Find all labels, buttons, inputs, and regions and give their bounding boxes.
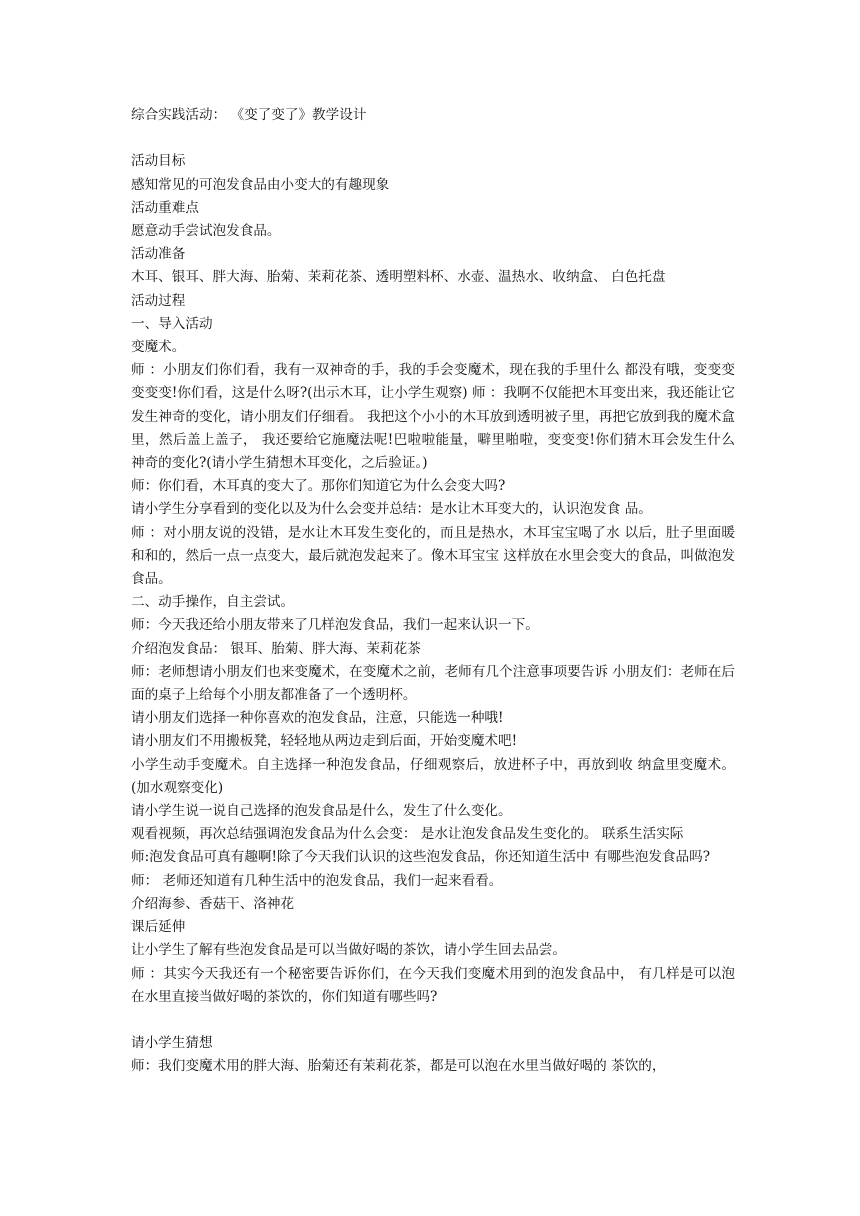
paragraph-share-summary: 请小学生分享看到的变化以及为什么会变并总结：是水让木耳变大的，认识泡发食 品。 (131, 501, 652, 518)
heading-goal: 活动目标 (131, 153, 186, 170)
paragraph-teacher-magic: 师 ：小朋友们你们看，我有一双神奇的手，我的手会变魔术，现在我的手里什么 都没有哦，变变变变变变!你们看，这是什么呀?(出示木耳，让小学生观察) 师 ：我啊不仅能把木耳变出来，我还能让它发生神奇的变化，请小朋友们仔细看。 我把这个小小的木耳放到透明被子里，再把它放到我的魔术盒里，然后盖上盖子， 我还要给它施魔法呢!巴啦啦能量，噼里啪啦，变变变!你们猜木耳会发生什么 神奇的变化?(请小学生猜想木耳变化，之后验证。) (131, 362, 735, 472)
section-2-heading: 二、动手操作，自主尝试。 (131, 594, 295, 611)
blank-line (131, 1009, 735, 1032)
paragraph-water-explanation: 师 ：对小朋友说的没错，是水让木耳发生变化的，而且是热水，木耳宝宝喝了水 以后，肚子里面暖和和的，然后一点一点变大，最后就泡发起来了。像木耳宝宝 这样放在水里会变大的食品，叫做泡发食品。 (131, 524, 735, 588)
section-1-intro: 变魔术。 (131, 339, 186, 356)
paragraph-teacher-knows: 师： 老师还知道有几种生活中的泡发食品，我们一起来看看。 (131, 872, 503, 889)
paragraph-food-list: 介绍泡发食品： 银耳、胎菊、胖大海、茉莉花茶 (131, 640, 421, 657)
goal-text: 感知常见的可泡发食品由小变大的有趣现象 (131, 176, 390, 193)
paragraph-describe-change: 请小学生说一说自己选择的泡发食品是什么，发生了什么变化。 (131, 803, 512, 820)
paragraph-choose-one: 请小朋友们选择一种你喜欢的泡发食品，注意，只能选一种哦! (131, 710, 504, 727)
key-points-text: 愿意动手尝试泡发食品。 (131, 223, 281, 239)
paragraph-life-examples: 师:泡发食品可真有趣啊!除了今天我们认识的这些泡发食品，你还知道生活中 有哪些泡发食品吗? (131, 849, 710, 866)
paragraph-hands-on: 小学生动手变魔术。自主选择一种泡发食品，仔细观察后，放进杯子中，再放到收 纳盒里变魔术。 (加水观察变化) (131, 756, 735, 796)
paragraph-woodear-bigger: 师：你们看，木耳真的变大了。那你们知道它为什么会变大吗? (131, 478, 506, 495)
paragraph-video-summary: 观看视频，再次总结强调泡发食品为什么会变： 是水让泡发食品发生变化的。 联系生活实际 (131, 826, 684, 843)
heading-process: 活动过程 (131, 292, 186, 309)
blank-line (131, 127, 735, 150)
paragraph-notice: 师：老师想请小朋友们也来变魔术，在变魔术之前，老师有几个注意事项要告诉 小朋友们：老师在后面的桌子上给每个小朋友都准备了一个透明杯。 (131, 663, 735, 704)
paragraph-walk-back: 请小朋友们不用搬板凳，轻轻地从两边走到后面，开始变魔术吧! (131, 733, 518, 750)
paragraph-secret: 师 ：其实今天我还有一个秘密要告诉你们，在今天我们变魔术用到的泡发食品中， 有几样是可以泡在水里直接当做好喝的茶饮的，你们知道有哪些吗? (131, 965, 735, 1005)
paragraph-guess: 请小学生猜想 (131, 1035, 213, 1052)
document-title: 综合实践活动： 《变了变了》教学设计 (131, 107, 367, 123)
section-1-heading: 一、导入活动 (131, 315, 213, 332)
preparation-text: 木耳、银耳、胖大海、胎菊、茉莉花茶、透明塑料杯、水壶、温热水、收纳盒、 白色托盘 (131, 269, 666, 286)
section-3-heading: 课后延伸 (131, 919, 186, 936)
paragraph-seafood-list: 介绍海参、香菇干、洛神花 (131, 895, 295, 912)
heading-key-points: 活动重难点 (131, 199, 199, 216)
document-body (131, 104, 735, 1079)
paragraph-tea-conclusion: 师：我们变魔术用的胖大海、胎菊还有茉莉花茶，都是可以泡在水里当做好喝的 茶饮的， (131, 1058, 666, 1075)
paragraph-tea-intro: 让小学生了解有些泡发食品是可以当做好喝的茶饮，请小学生回去品尝。 (131, 942, 566, 959)
paragraph-introduce-foods: 师：今天我还给小朋友带来了几样泡发食品，我们一起来认识一下。 (131, 617, 539, 634)
heading-preparation: 活动准备 (131, 246, 186, 263)
